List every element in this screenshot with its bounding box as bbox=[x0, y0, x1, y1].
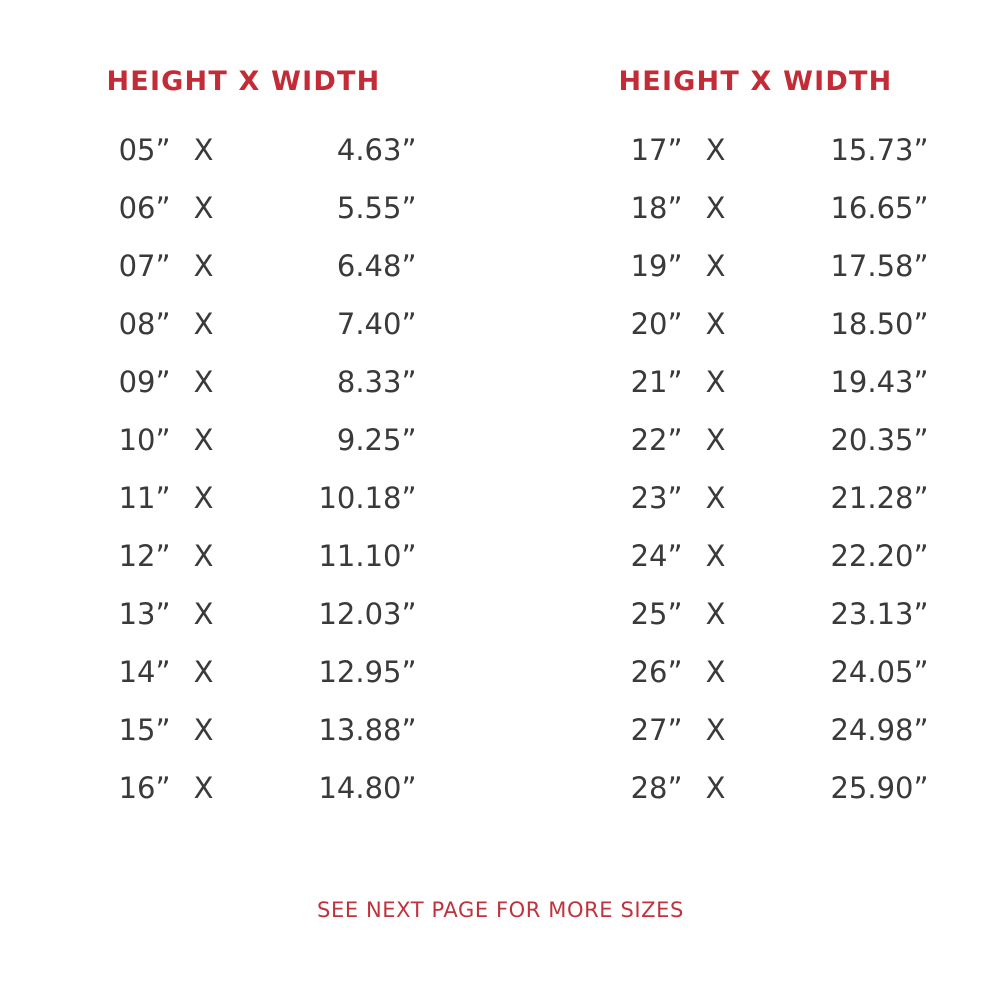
row-separator: X bbox=[705, 423, 726, 457]
row-width-value: 5.55” bbox=[336, 191, 417, 225]
row-separator: X bbox=[193, 655, 214, 689]
table-row bbox=[49, 771, 501, 829]
row-width-value: 12.95” bbox=[318, 655, 417, 689]
table-row bbox=[49, 713, 501, 771]
size-chart-column-right bbox=[501, 66, 971, 829]
row-height-value: 18” bbox=[630, 191, 683, 225]
table-row bbox=[561, 191, 971, 249]
column-header-left: HEIGHT X WIDTH bbox=[106, 66, 381, 97]
row-separator: X bbox=[705, 481, 726, 515]
table-row bbox=[561, 481, 971, 539]
row-height-value: 26” bbox=[630, 655, 683, 689]
row-width-value: 12.03” bbox=[318, 597, 417, 631]
row-width-value: 21.28” bbox=[830, 481, 929, 515]
row-width-value: 20.35” bbox=[830, 423, 929, 457]
row-height-value: 17” bbox=[630, 133, 683, 167]
row-height-value: 20” bbox=[630, 307, 683, 341]
row-separator: X bbox=[193, 713, 214, 747]
row-width-value: 8.33” bbox=[336, 365, 417, 399]
row-width-value: 24.05” bbox=[830, 655, 929, 689]
row-separator: X bbox=[193, 191, 214, 225]
row-width-value: 13.88” bbox=[318, 713, 417, 747]
row-width-value: 4.63” bbox=[336, 133, 417, 167]
row-separator: X bbox=[705, 307, 726, 341]
row-width-value: 24.98” bbox=[830, 713, 929, 747]
row-height-value: 05” bbox=[118, 133, 171, 167]
row-width-value: 7.40” bbox=[336, 307, 417, 341]
row-separator: X bbox=[705, 365, 726, 399]
row-separator: X bbox=[193, 539, 214, 573]
row-height-value: 23” bbox=[630, 481, 683, 515]
size-rows-right bbox=[561, 133, 971, 829]
row-separator: X bbox=[705, 191, 726, 225]
table-row bbox=[49, 365, 501, 423]
row-height-value: 14” bbox=[118, 655, 171, 689]
row-height-value: 24” bbox=[630, 539, 683, 573]
table-row bbox=[561, 249, 971, 307]
row-height-value: 11” bbox=[118, 481, 171, 515]
table-row bbox=[561, 597, 971, 655]
row-separator: X bbox=[705, 655, 726, 689]
row-height-value: 25” bbox=[630, 597, 683, 631]
row-width-value: 16.65” bbox=[830, 191, 929, 225]
table-row bbox=[49, 655, 501, 713]
row-separator: X bbox=[705, 249, 726, 283]
row-width-value: 19.43” bbox=[830, 365, 929, 399]
row-height-value: 06” bbox=[118, 191, 171, 225]
row-height-value: 22” bbox=[630, 423, 683, 457]
row-separator: X bbox=[193, 307, 214, 341]
row-separator: X bbox=[193, 771, 214, 805]
row-height-value: 16” bbox=[118, 771, 171, 805]
row-separator: X bbox=[193, 133, 214, 167]
table-row bbox=[561, 365, 971, 423]
row-separator: X bbox=[705, 133, 726, 167]
row-separator: X bbox=[193, 423, 214, 457]
column-header-right: HEIGHT X WIDTH bbox=[618, 66, 893, 97]
row-height-value: 27” bbox=[630, 713, 683, 747]
row-width-value: 15.73” bbox=[830, 133, 929, 167]
table-row bbox=[561, 307, 971, 365]
table-row bbox=[49, 133, 501, 191]
row-width-value: 6.48” bbox=[336, 249, 417, 283]
row-height-value: 15” bbox=[118, 713, 171, 747]
row-width-value: 14.80” bbox=[318, 771, 417, 805]
table-row bbox=[561, 423, 971, 481]
row-width-value: 11.10” bbox=[318, 539, 417, 573]
table-row bbox=[49, 191, 501, 249]
table-row bbox=[49, 539, 501, 597]
row-height-value: 08” bbox=[118, 307, 171, 341]
row-height-value: 10” bbox=[118, 423, 171, 457]
row-separator: X bbox=[705, 539, 726, 573]
row-height-value: 12” bbox=[118, 539, 171, 573]
table-row bbox=[49, 249, 501, 307]
row-width-value: 18.50” bbox=[830, 307, 929, 341]
table-row bbox=[561, 655, 971, 713]
row-separator: X bbox=[705, 771, 726, 805]
row-separator: X bbox=[193, 481, 214, 515]
table-row bbox=[49, 481, 501, 539]
row-width-value: 9.25” bbox=[336, 423, 417, 457]
row-separator: X bbox=[193, 365, 214, 399]
size-chart-column-left bbox=[31, 66, 501, 829]
row-separator: X bbox=[193, 597, 214, 631]
row-separator: X bbox=[705, 597, 726, 631]
table-row bbox=[49, 597, 501, 655]
row-width-value: 17.58” bbox=[830, 249, 929, 283]
row-width-value: 22.20” bbox=[830, 539, 929, 573]
row-height-value: 07” bbox=[118, 249, 171, 283]
table-row bbox=[49, 423, 501, 481]
footnote-text: SEE NEXT PAGE FOR MORE SIZES bbox=[317, 898, 684, 922]
row-height-value: 13” bbox=[118, 597, 171, 631]
table-row bbox=[561, 133, 971, 191]
row-width-value: 23.13” bbox=[830, 597, 929, 631]
size-rows-left bbox=[49, 133, 501, 829]
row-width-value: 25.90” bbox=[830, 771, 929, 805]
row-height-value: 21” bbox=[630, 365, 683, 399]
row-separator: X bbox=[705, 713, 726, 747]
table-row bbox=[561, 539, 971, 597]
row-height-value: 19” bbox=[630, 249, 683, 283]
row-height-value: 09” bbox=[118, 365, 171, 399]
table-row bbox=[561, 771, 971, 829]
table-row bbox=[49, 307, 501, 365]
table-row bbox=[561, 713, 971, 771]
row-width-value: 10.18” bbox=[318, 481, 417, 515]
row-separator: X bbox=[193, 249, 214, 283]
row-height-value: 28” bbox=[630, 771, 683, 805]
